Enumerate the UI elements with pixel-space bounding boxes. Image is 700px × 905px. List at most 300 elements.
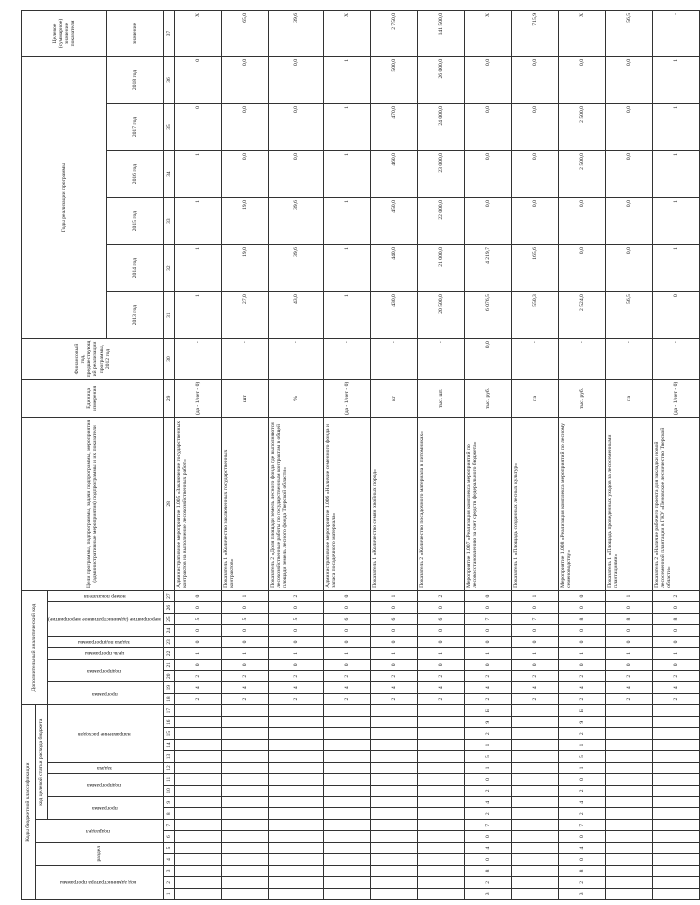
row-target: X	[558, 11, 605, 57]
analytic-code-cell: 0	[221, 625, 268, 636]
header-task: задача	[48, 762, 164, 773]
analytic-code-cell: 6	[417, 613, 464, 624]
column-number: 13	[163, 751, 174, 762]
row-value-year: 450,0	[370, 198, 417, 245]
row-value-2012: -	[268, 339, 323, 380]
column-number: 8	[163, 808, 174, 819]
row-value-year: 1	[174, 151, 221, 198]
row-value-year: 0,0	[605, 104, 652, 151]
row-unit: га	[511, 379, 558, 417]
budget-code-cell	[268, 728, 323, 739]
header-year-2015: 2015 год	[107, 198, 164, 245]
budget-code-cell	[605, 705, 652, 717]
row-value-2012: -	[558, 339, 605, 380]
budget-code-cell	[652, 728, 699, 739]
analytic-code-cell: 0	[370, 625, 417, 636]
budget-code-cell	[417, 819, 464, 830]
row-value-year: 1	[323, 292, 370, 339]
analytic-code-cell: 1	[174, 648, 221, 659]
row-value-year: 1	[323, 104, 370, 151]
row-name: Показатель 1 «Площадь проведенных уходов за лесосеменными плантациями»	[605, 417, 652, 590]
table-row	[268, 11, 323, 900]
analytic-code-cell: 0	[370, 659, 417, 670]
column-number: 30	[163, 339, 174, 380]
column-number: 34	[163, 151, 174, 198]
column-number: 32	[163, 245, 174, 292]
row-unit: %	[268, 379, 323, 417]
row-unit: (да - 1/нет - 0)	[174, 379, 221, 417]
budget-code-cell: 1	[558, 739, 605, 750]
budget-code-cell: 2	[464, 877, 511, 888]
analytic-code-cell: 2	[652, 671, 699, 682]
row-value-year: 1	[323, 151, 370, 198]
column-number: 19	[163, 682, 174, 693]
budget-code-cell: 1	[558, 762, 605, 773]
row-value-year: 43,0	[268, 292, 323, 339]
budget-code-cell	[652, 785, 699, 796]
budget-code-cell	[221, 865, 268, 876]
row-target: 141 500,0	[417, 11, 464, 57]
budget-code-cell: 2	[558, 808, 605, 819]
row-value-year: 0,0	[605, 245, 652, 292]
row-value-year: 56,5	[605, 292, 652, 339]
column-number: 18	[163, 693, 174, 704]
analytic-code-cell: 2	[323, 693, 370, 704]
budget-code-cell	[652, 865, 699, 876]
budget-code-cell: 0	[464, 831, 511, 842]
budget-code-cell: 9	[558, 717, 605, 728]
analytic-code-cell: 7	[511, 613, 558, 624]
header-admin-code: код администратора программы	[36, 865, 164, 899]
column-number: 28	[163, 417, 174, 590]
analytic-code-cell: 1	[605, 590, 652, 602]
row-value-year: 0,0	[221, 56, 268, 103]
column-number: 2	[163, 877, 174, 888]
budget-code-cell	[370, 877, 417, 888]
row-name: Показатель 2 «Количество посадочного материала в питомниках»	[417, 417, 464, 590]
budget-code-cell	[370, 888, 417, 899]
row-value-year: 0	[174, 56, 221, 103]
analytic-code-cell: 8	[558, 613, 605, 624]
budget-code-cell	[605, 762, 652, 773]
budget-code-cell	[323, 877, 370, 888]
header-year-2013: 2013 год	[107, 292, 164, 339]
header-addl-event: мероприятие (административное мероприятие)	[48, 602, 164, 636]
budget-code-cell	[417, 705, 464, 717]
budget-code-cell: 7	[558, 819, 605, 830]
row-name: Показатель 1 «Площадь созданных лесных культур»	[511, 417, 558, 590]
analytic-code-cell: 1	[511, 648, 558, 659]
column-number: 6	[163, 831, 174, 842]
header-addl-subprogram: подпрограмма	[48, 659, 164, 682]
budget-code-cell	[174, 854, 221, 865]
budget-code-cell	[605, 854, 652, 865]
budget-code-cell	[323, 888, 370, 899]
analytic-code-cell: 1	[417, 648, 464, 659]
analytic-code-cell: 0	[268, 625, 323, 636]
budget-code-cell	[268, 705, 323, 717]
column-number: 25	[163, 613, 174, 624]
budget-code-cell	[221, 842, 268, 853]
budget-code-cell	[174, 751, 221, 762]
budget-code-cell	[221, 831, 268, 842]
row-value-year: 1	[652, 56, 699, 103]
table-row	[323, 11, 370, 900]
budget-code-cell	[268, 739, 323, 750]
budget-code-cell	[221, 854, 268, 865]
budget-code-cell	[221, 751, 268, 762]
budget-code-cell	[268, 819, 323, 830]
row-value-year: 0,0	[558, 245, 605, 292]
analytic-code-cell: 2	[268, 590, 323, 602]
budget-code-cell	[511, 728, 558, 739]
column-number: 16	[163, 717, 174, 728]
budget-code-cell: 5	[464, 751, 511, 762]
row-unit: тыс. шт.	[417, 379, 464, 417]
header-year-2016: 2016 год	[107, 151, 164, 198]
column-number: 11	[163, 774, 174, 785]
analytic-code-cell: 0	[652, 625, 699, 636]
analytic-code-cell: 0	[268, 636, 323, 647]
budget-code-cell	[370, 762, 417, 773]
budget-code-cell	[323, 705, 370, 717]
column-number: 1	[163, 888, 174, 899]
column-number: 20	[163, 671, 174, 682]
table-row	[417, 11, 464, 900]
budget-code-cell	[268, 717, 323, 728]
analytic-code-cell: 5	[174, 613, 221, 624]
column-number: 23	[163, 636, 174, 647]
budget-code-cell: 2	[558, 728, 605, 739]
analytic-code-cell: 2	[268, 693, 323, 704]
analytic-code-cell: 4	[652, 682, 699, 693]
header-year-2014: 2014 год	[107, 245, 164, 292]
row-unit: (да - 1/нет - 0)	[652, 379, 699, 417]
analytic-code-cell: 0	[605, 636, 652, 647]
row-unit: тыс. руб.	[464, 379, 511, 417]
budget-code-cell	[370, 774, 417, 785]
budget-code-cell	[417, 865, 464, 876]
budget-code-cell: 4	[558, 797, 605, 808]
budget-code-cell: 8	[558, 865, 605, 876]
analytic-code-cell: 0	[174, 590, 221, 602]
budget-code-cell	[511, 797, 558, 808]
row-value-year: 1	[174, 245, 221, 292]
program-table	[21, 10, 700, 900]
budget-code-cell	[511, 705, 558, 717]
budget-code-cell	[370, 819, 417, 830]
row-value-year: 6 076,5	[464, 292, 511, 339]
budget-code-cell	[417, 831, 464, 842]
budget-code-cell	[605, 774, 652, 785]
row-value-year: 1	[174, 292, 221, 339]
analytic-code-cell: 2	[464, 693, 511, 704]
column-number: 33	[163, 198, 174, 245]
analytic-code-cell: 0	[464, 590, 511, 602]
table-row	[174, 11, 221, 900]
analytic-code-cell: 0	[323, 636, 370, 647]
row-value-year: 500,0	[370, 56, 417, 103]
row-unit: га	[605, 379, 652, 417]
column-number: 3	[163, 865, 174, 876]
row-target: 715,9	[511, 11, 558, 57]
budget-code-cell	[370, 728, 417, 739]
analytic-code-cell: 0	[323, 590, 370, 602]
budget-code-cell	[605, 728, 652, 739]
budget-code-cell	[652, 819, 699, 830]
budget-code-cell	[511, 751, 558, 762]
budget-code-cell	[652, 774, 699, 785]
header-additional-code: Дополнительный аналитический код	[22, 590, 48, 704]
analytic-code-cell: 0	[464, 659, 511, 670]
table-row	[652, 11, 699, 900]
budget-code-cell	[174, 797, 221, 808]
budget-code-cell: 9	[464, 717, 511, 728]
row-value-2012: -	[417, 339, 464, 380]
analytic-code-cell: 2	[370, 671, 417, 682]
row-value-year: 0,0	[464, 56, 511, 103]
analytic-code-cell: 2	[221, 693, 268, 704]
budget-code-cell	[370, 865, 417, 876]
budget-code-cell	[652, 751, 699, 762]
column-number: 29	[163, 379, 174, 417]
analytic-code-cell: 8	[652, 613, 699, 624]
header-program: программа	[48, 797, 164, 820]
row-value-2012: -	[652, 339, 699, 380]
analytic-code-cell: 2	[268, 671, 323, 682]
budget-code-cell	[511, 774, 558, 785]
analytic-code-cell: 2	[464, 671, 511, 682]
row-name: Мероприятие 1.008 «Реализация комплекса мероприятий по лесному семеноводству»	[558, 417, 605, 590]
budget-code-cell	[417, 762, 464, 773]
row-unit: тыс. руб.	[558, 379, 605, 417]
budget-code-cell	[511, 808, 558, 819]
row-name: Показатель 2 «Наличие рабочего проекта для закладки новой лесосеменной плантации в ГКУ «Пеновское лесничество Тверской области»	[652, 417, 699, 590]
table-sheet	[21, 10, 679, 900]
budget-code-cell	[605, 877, 652, 888]
row-value-year: 24 000,0	[417, 104, 464, 151]
analytic-code-cell: 2	[558, 671, 605, 682]
budget-code-cell: 2	[558, 785, 605, 796]
analytic-code-cell: 2	[605, 693, 652, 704]
row-target: 2 750,0	[370, 11, 417, 57]
row-value-year: 39,6	[268, 198, 323, 245]
analytic-code-cell: 0	[511, 636, 558, 647]
budget-code-cell	[174, 877, 221, 888]
budget-code-cell	[605, 751, 652, 762]
budget-code-cell	[174, 808, 221, 819]
table-row	[464, 11, 511, 900]
row-unit: шт	[221, 379, 268, 417]
budget-code-cell: 5	[558, 751, 605, 762]
row-value-year: 470,0	[370, 104, 417, 151]
analytic-code-cell: 4	[268, 682, 323, 693]
row-value-year: 26 000,0	[417, 56, 464, 103]
analytic-code-cell: 0	[464, 602, 511, 613]
analytic-code-cell: 0	[221, 602, 268, 613]
budget-code-cell	[174, 842, 221, 853]
analytic-code-cell: 0	[174, 659, 221, 670]
row-value-year: 0,0	[221, 104, 268, 151]
analytic-code-cell: 0	[417, 625, 464, 636]
header-years-title: Годы реализации программы	[22, 56, 107, 338]
analytic-code-cell: 4	[174, 682, 221, 693]
column-number: 7	[163, 819, 174, 830]
analytic-code-cell: 0	[370, 602, 417, 613]
column-number: 22	[163, 648, 174, 659]
column-number: 21	[163, 659, 174, 670]
budget-code-cell	[511, 831, 558, 842]
column-number-row	[163, 11, 174, 900]
budget-code-cell	[511, 717, 558, 728]
header-direction: направление расходов	[48, 705, 164, 762]
analytic-code-cell: 0	[605, 659, 652, 670]
budget-code-cell	[221, 797, 268, 808]
row-value-year: 20 500,0	[417, 292, 464, 339]
budget-code-cell	[174, 865, 221, 876]
analytic-code-cell: 0	[464, 625, 511, 636]
budget-code-cell	[370, 842, 417, 853]
row-value-year: 165,6	[511, 245, 558, 292]
header-unit: Единица измерения	[22, 379, 164, 417]
budget-code-cell	[221, 785, 268, 796]
row-target: X	[174, 11, 221, 57]
analytic-code-cell: 0	[174, 602, 221, 613]
budget-code-cell	[652, 762, 699, 773]
analytic-code-cell: 0	[652, 602, 699, 613]
analytic-code-cell: 0	[417, 636, 464, 647]
row-value-year: 19,0	[221, 198, 268, 245]
table-row	[370, 11, 417, 900]
analytic-code-cell: 2	[605, 671, 652, 682]
row-value-2012: -	[511, 339, 558, 380]
row-value-year: 22 000,0	[417, 198, 464, 245]
row-value-year: 0,0	[268, 56, 323, 103]
budget-code-cell	[417, 877, 464, 888]
budget-code-cell: 2	[464, 728, 511, 739]
column-number: 14	[163, 739, 174, 750]
row-value-year: 0,0	[558, 56, 605, 103]
budget-code-cell: 3	[558, 888, 605, 899]
row-value-2012: -	[370, 339, 417, 380]
header-year-2017: 2017 год	[107, 104, 164, 151]
table-row	[605, 11, 652, 900]
budget-code-cell	[605, 739, 652, 750]
column-number: 12	[163, 762, 174, 773]
budget-code-cell	[417, 739, 464, 750]
budget-code-cell: Б	[464, 705, 511, 717]
analytic-code-cell: 0	[268, 602, 323, 613]
row-value-year: 0,0	[558, 198, 605, 245]
analytic-code-cell: 5	[221, 613, 268, 624]
budget-code-cell	[174, 785, 221, 796]
budget-code-cell: 1	[464, 739, 511, 750]
budget-code-cell	[511, 888, 558, 899]
row-value-year: 1	[323, 56, 370, 103]
analytic-code-cell: 2	[652, 693, 699, 704]
budget-code-cell: 4	[464, 797, 511, 808]
analytic-code-cell: 1	[221, 590, 268, 602]
budget-code-cell: 0	[558, 854, 605, 865]
header-subsection: подраздел	[36, 819, 164, 842]
budget-code-cell	[370, 797, 417, 808]
row-value-year: 27,0	[221, 292, 268, 339]
budget-code-cell	[417, 808, 464, 819]
analytic-code-cell: 0	[652, 659, 699, 670]
budget-code-cell	[268, 785, 323, 796]
budget-code-cell	[174, 705, 221, 717]
budget-code-cell	[370, 751, 417, 762]
budget-code-cell	[511, 785, 558, 796]
analytic-code-cell: 0	[558, 602, 605, 613]
row-value-year: 1	[323, 245, 370, 292]
row-target: -	[652, 11, 699, 57]
budget-code-cell	[221, 774, 268, 785]
budget-code-cell: 0	[464, 854, 511, 865]
budget-code-cell	[221, 888, 268, 899]
row-name: Показатель 1 «Количество заключенных государственных контрактов»	[221, 417, 268, 590]
analytic-code-cell: 2	[174, 671, 221, 682]
row-name: Показатель 2 «Доля площади земель лесного фонда где выполняются лесохозяйственные работы по государственным контрактам в общей площади земель лесного фонда Тверской области»	[268, 417, 323, 590]
column-number: 4	[163, 854, 174, 865]
budget-code-cell	[221, 808, 268, 819]
row-value-year: 1	[323, 198, 370, 245]
row-value-year: 440,0	[370, 245, 417, 292]
analytic-code-cell: 0	[323, 659, 370, 670]
budget-code-cell	[370, 717, 417, 728]
analytic-code-cell: 0	[558, 590, 605, 602]
header-target-value: значение	[107, 11, 164, 57]
row-value-year: 2 524,0	[558, 292, 605, 339]
budget-code-cell	[652, 797, 699, 808]
header-target-article: код целевой статьи расхода бюджета	[36, 705, 48, 820]
row-value-year: 23 000,0	[417, 151, 464, 198]
row-value-2012: -	[174, 339, 221, 380]
budget-code-cell	[370, 739, 417, 750]
budget-code-cell	[652, 888, 699, 899]
budget-code-cell	[417, 717, 464, 728]
row-value-year: 1	[652, 245, 699, 292]
budget-code-cell	[605, 819, 652, 830]
budget-code-cell	[511, 854, 558, 865]
budget-code-cell	[511, 842, 558, 853]
analytic-code-cell: 1	[605, 648, 652, 659]
analytic-code-cell: 6	[323, 613, 370, 624]
row-unit: кг	[370, 379, 417, 417]
analytic-code-cell: 2	[370, 693, 417, 704]
row-value-year: 2 500,0	[558, 151, 605, 198]
row-value-year: 460,0	[370, 151, 417, 198]
budget-code-cell	[221, 819, 268, 830]
budget-code-cell	[370, 785, 417, 796]
analytic-code-cell: 6	[370, 613, 417, 624]
analytic-code-cell: 0	[221, 636, 268, 647]
budget-code-cell: 8	[464, 865, 511, 876]
column-number: 36	[163, 56, 174, 103]
analytic-code-cell: 2	[323, 671, 370, 682]
budget-code-cell: 2	[464, 785, 511, 796]
column-number: 24	[163, 625, 174, 636]
budget-code-cell	[605, 865, 652, 876]
column-number: 9	[163, 797, 174, 808]
budget-code-cell	[174, 774, 221, 785]
analytic-code-cell: 4	[221, 682, 268, 693]
header-finance-2012: Финансовый год, предшествующий реализации программы, 2012 год	[22, 339, 164, 380]
row-value-year: 0	[652, 292, 699, 339]
analytic-code-cell: 0	[511, 659, 558, 670]
row-name: Административное мероприятие 1.005 «Заключение государственных контрактов на выполнение лесохозяйственных работ»	[174, 417, 221, 590]
column-number: 15	[163, 728, 174, 739]
